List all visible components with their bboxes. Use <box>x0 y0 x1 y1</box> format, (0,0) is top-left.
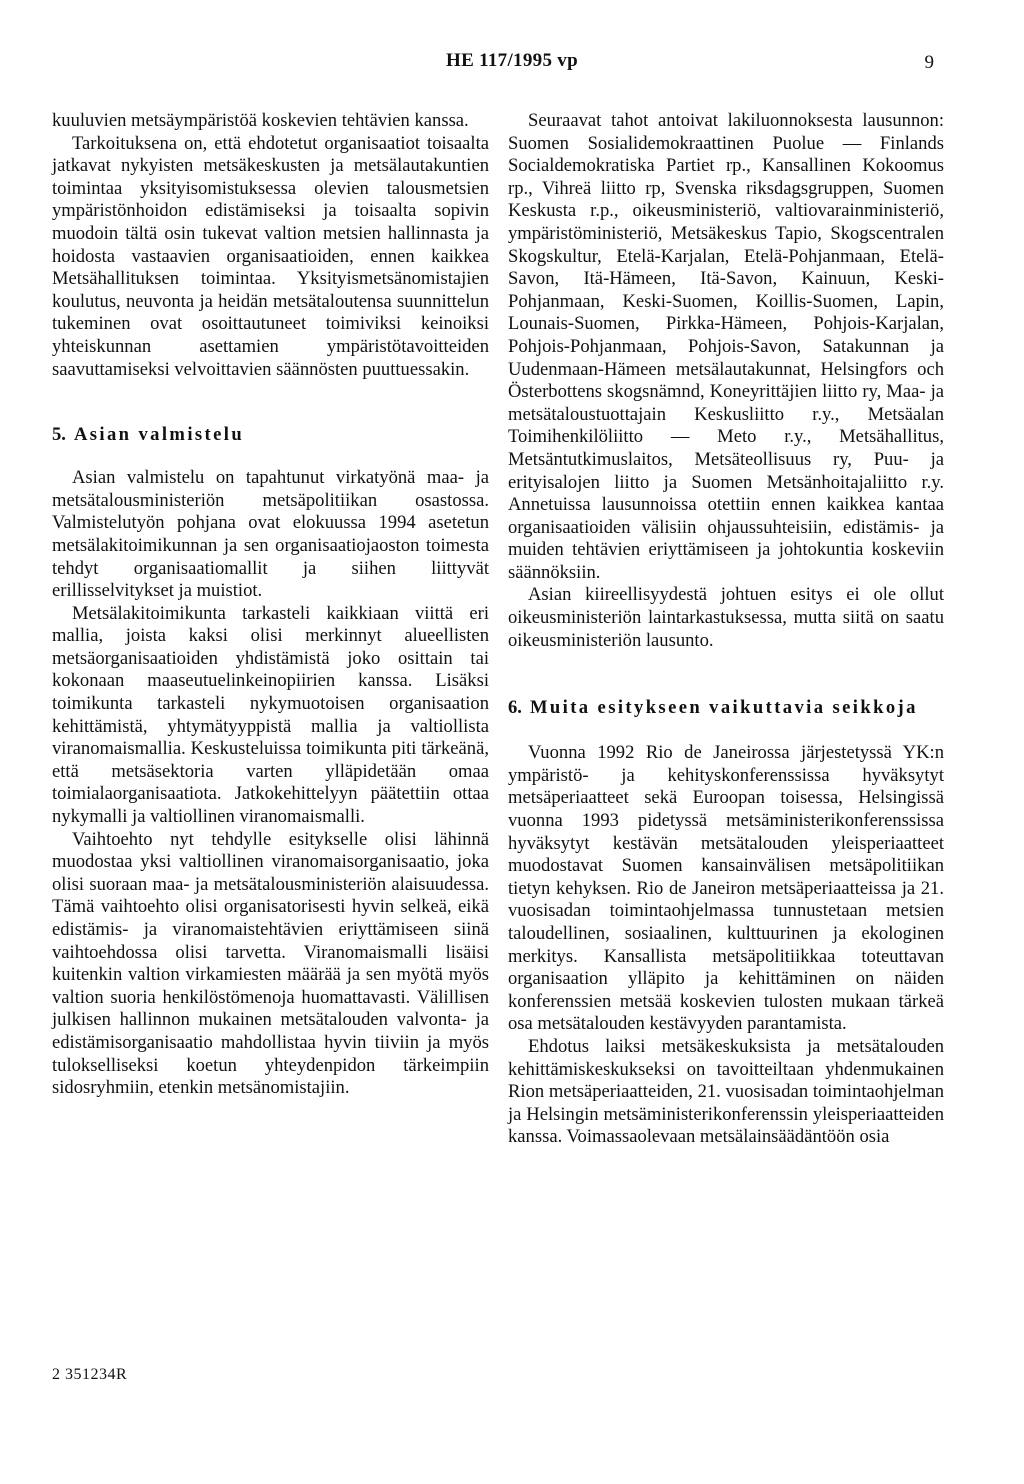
document-id: HE 117/1995 vp <box>446 50 578 71</box>
section-number: 5. <box>52 424 66 446</box>
page-header <box>0 50 1024 80</box>
left-column <box>52 110 489 1100</box>
paragraph: Asian valmistelu on tapahtunut virkatyönä maa- ja metsätalousministeriön metsäpolitiikan osastossa. Valmistelutyön pohjana ovat elokuussa 1994 asetetun metsälakitoimikunnan ja sen organisaatiojaoston toimesta tehdyt organisaatiomallit ja siihen liittyvät erillisselvitykset ja muistiot. <box>52 467 489 602</box>
section-heading <box>52 423 489 447</box>
paragraph: kuuluvien metsäympäristöä koskevien tehtävien kanssa. <box>52 110 469 131</box>
paragraph: Metsälakitoimikunta tarkasteli kaikkiaan viittä eri mallia, joista kaksi olisi merkinnyt alueellisten metsäorganisaatioiden yhdistämistä joko osittain tai kokonaan maaseutuelinkeinopiirien kanssa. Lisäksi toimikunta tarkasteli nykymuotoisen organisaation kehittämistä, yhtymätyyppistä mallia ja valtiollista viranomaismallia. Keskusteluissa toimikunta piti tärkeänä, että metsäsektoria varten ylläpidetään omaa toimialaorganisaatiota. Jatkokehittelyyn päätettiin ottaa nykymalli ja valtiollinen viranomaismalli. <box>52 602 489 828</box>
right-column <box>508 110 944 1149</box>
paragraph: Tarkoituksena on, että ehdotetut organisaatiot toisaalta jatkavat nykyisten metsäkeskusten ja metsälautakuntien toimintaa yksityisomistuksessa olevien talousmetsien ympäristönhoidon edistämiseksi ja toisaalta sopivin muodoin tältä osin tukevat valtion metsien hallinnasta ja hoidosta vastaavien organisaatioiden, ennen kaikkea Metsähallituksen toimintaa. Yksityismetsänomistajien koulutus, neuvonta ja heidän metsätaloutensa suunnittelun tukeminen ovat osoittautuneet toimiviksi keinoiksi yhteiskunnan asettamien ympäristötavoitteiden saavuttamiseksi velvoittavien säännösten puuttuessakin. <box>52 132 489 380</box>
paragraph: Vuonna 1992 Rio de Janeirossa järjestetyssä YK:n ympäristö- ja kehityskonferenssissa hyväksytyt metsäperiaatteet sekä Euroopan toisessa, Helsingissä vuonna 1993 pidetyssä metsäministerikonferenssissa hyväksytyt kestävän metsätalouden yleisperiaatteet muodostavat Suomen kansainvälisen metsäpolitiikan tietyn kehyksen. Rio de Janeiron metsäperiaatteissa ja 21. vuosisadan toimintaohjelmassa tunnustetaan metsien taloudellinen, sosiaalinen, kulttuurinen ja ekologinen merkitys. Kansallista metsäpolitiikkaa toteuttavan organisaation ylläpito ja kehittäminen on näiden konferenssien metsää koskevien tulosten mukaan tärkeä osa metsätalouden kestävyyden parantamista. <box>508 742 944 1035</box>
section-heading <box>508 696 944 720</box>
print-code: 2 351234R <box>52 1366 128 1383</box>
paragraph: Ehdotus laiksi metsäkeskuksista ja metsätalouden kehittämiskeskukseksi on tavoitteiltaan yhdenmukainen Rion metsäperiaatteiden, 21. vuosisadan toimintaohjelman ja Helsingin metsäministerikonferenssin yleisperiaatteiden kanssa. Voimassaolevaan metsälainsäädäntöön osia <box>508 1035 944 1148</box>
section-title: Muita esitykseen vaikuttavia seikkoja <box>529 697 918 719</box>
paragraph: Seuraavat tahot antoivat lakiluonnoksesta lausunnon: Suomen Sosialidemokraattinen Puolue — Finlands Socialdemokratiska Partiet rp., Kansallinen Kokoomus rp., Vihreä liitto rp, Svenska riksdagsgruppen, Suomen Keskusta r.p., oikeusministeriö, valtiovarainministeriö, ympäristöministeriö, Metsäkeskus Tapio, Skogscentralen Skogskultur, Etelä-Karjalan, Etelä-Pohjanmaan, Etelä-Savon, Itä-Hämeen, Itä-Savon, Kainuun, Keski-Pohjanmaan, Keski-Suomen, Koillis-Suomen, Lapin, Lounais-Suomen, Pirkka-Hämeen, Pohjois-Karjalan, Pohjois-Pohjanmaan, Pohjois-Savon, Satakunnan ja Uudenmaan-Hämeen metsälautakunnat, Helsingfors och Österbottens skogsnämnd, Koneyrittäjien liitto ry, Maa- ja metsätaloustuottajain Keskusliitto r.y., Metsäalan Toimihenkilöliitto — Meto r.y., Metsähallitus, Metsäntutkimuslaitos, Metsäteollisuus ry, Puu- ja erityisalojen liitto ja Suomen Metsänhoitajaliitto r.y. Annetuissa lausunnoissa otettiin ennen kaikkea kantaa organisaatioiden välisiin ohjaussuhteisiin, edistämis- ja muiden tehtävien eriyttämiseen ja johtokuntia koskeviin säännöksiin. <box>508 110 944 583</box>
paragraph: Vaihtoehto nyt tehdylle esitykselle olisi lähinnä muodostaa yksi valtiollinen viranomaisorganisaatio, joka olisi suoraan maa- ja metsätalousministeriön alaisuudessa. Tämä vaihtoehto olisi organisatorisesti hyvin selkeä, eikä edistämis- ja viranomaistehtävien eriyttämiseen siinä vaihtoehdossa olisi tarvetta. Viranomaismalli lisäisi kuitenkin valtion virkamiesten määrää ja sen myötä myös valtion suoria henkilöstömenoja huomattavasti. Välillisen julkisen hallinnon mukainen metsätalouden valvonta- ja edistämisorganisaatio mahdollistaa hyvin tiiviin ja myös tulokselliseksi koetun yhteydenpidon tärkeimpiin sidosryhmiin, etenkin metsänomistajiin. <box>52 828 489 1099</box>
section-number: 6. <box>508 697 522 719</box>
paragraph: Asian kiireellisyydestä johtuen esitys ei ole ollut oikeusministeriön laintarkastuksessa, mutta siitä on saatu oikeusministeriön lausunto. <box>508 584 944 651</box>
page-number: 9 <box>924 52 934 73</box>
section-title: Asian valmistelu <box>73 424 245 446</box>
